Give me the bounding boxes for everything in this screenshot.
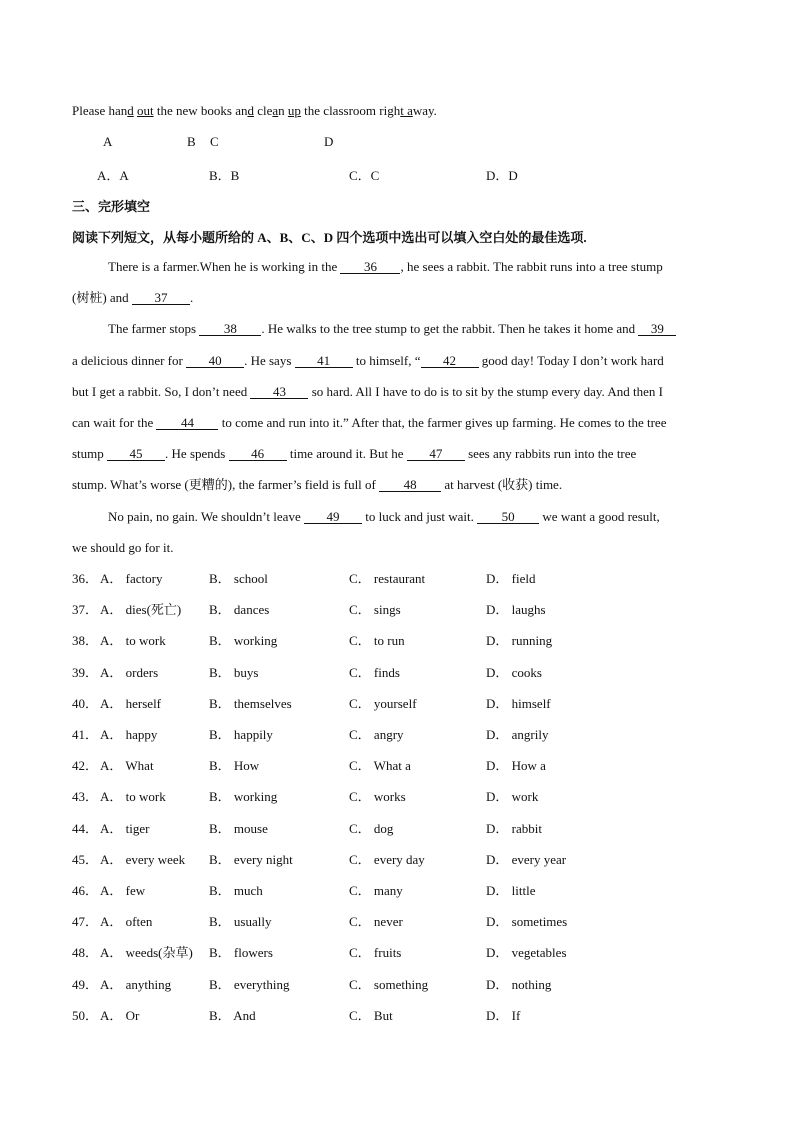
option-c[interactable]: C． every day bbox=[349, 852, 425, 867]
option-c[interactable]: C． many bbox=[349, 883, 403, 898]
blank-44[interactable]: 44 bbox=[156, 416, 218, 430]
option-d[interactable]: D． little bbox=[486, 883, 536, 898]
passage-text: . bbox=[189, 290, 194, 305]
question-40 bbox=[72, 696, 722, 712]
question-48 bbox=[72, 945, 722, 961]
text-span: way. bbox=[412, 103, 437, 118]
passage-line bbox=[72, 415, 666, 431]
option-a[interactable]: A． weeds(杂草) bbox=[100, 945, 193, 960]
option-b[interactable]: B． mouse bbox=[209, 821, 268, 836]
underlined-span: t a bbox=[400, 103, 413, 118]
passage-text: There is a farmer.When he is working in the bbox=[108, 259, 341, 274]
question-number: 40． bbox=[72, 696, 99, 711]
option-c[interactable]: C． yourself bbox=[349, 696, 417, 711]
question-number: 38． bbox=[72, 633, 99, 648]
marker-a: A bbox=[103, 134, 113, 149]
question-50 bbox=[72, 1008, 722, 1024]
question-number: 45． bbox=[72, 852, 99, 867]
option-c[interactable]: C． fruits bbox=[349, 945, 402, 960]
blank-41[interactable]: 41 bbox=[295, 354, 353, 368]
intro-option-d[interactable]: D．D bbox=[486, 168, 518, 183]
intro-sentence bbox=[72, 103, 437, 119]
text-span: Please han bbox=[72, 103, 128, 118]
option-b[interactable]: B． happily bbox=[209, 727, 273, 742]
marker-d: D bbox=[324, 134, 334, 149]
option-a[interactable]: A． Or bbox=[100, 1008, 140, 1023]
blank-42[interactable]: 42 bbox=[421, 354, 479, 368]
question-number: 37． bbox=[72, 602, 99, 617]
passage-line bbox=[72, 446, 636, 462]
option-d[interactable]: D． nothing bbox=[486, 977, 552, 992]
option-b[interactable]: B． How bbox=[209, 758, 260, 773]
passage-text: . He walks to the tree stump to get the rabbit. Then he takes it home and bbox=[261, 321, 639, 336]
passage-line bbox=[108, 509, 660, 525]
intro-option-b[interactable]: B．B bbox=[209, 168, 240, 183]
option-c[interactable]: C． something bbox=[349, 977, 429, 992]
option-a[interactable]: A． What bbox=[100, 758, 154, 773]
passage-text: The farmer stops bbox=[108, 321, 200, 336]
option-d[interactable]: D． How a bbox=[486, 758, 546, 773]
blank-45[interactable]: 45 bbox=[107, 447, 165, 461]
question-number: 43． bbox=[72, 789, 99, 804]
option-a[interactable]: A． to work bbox=[100, 789, 166, 804]
text-span: n bbox=[278, 103, 288, 118]
passage-text: stump bbox=[72, 446, 108, 461]
option-c[interactable]: C． sings bbox=[349, 602, 401, 617]
question-37 bbox=[72, 602, 722, 618]
passage-text: we want a good result, bbox=[539, 509, 660, 524]
passage-text: . He spends bbox=[165, 446, 229, 461]
option-b[interactable]: B． much bbox=[209, 883, 263, 898]
marker-c: C bbox=[210, 134, 219, 149]
option-d[interactable]: D． work bbox=[486, 789, 539, 804]
underlined-span: up bbox=[287, 103, 301, 118]
option-d[interactable]: D． every year bbox=[486, 852, 567, 867]
option-c[interactable]: C． works bbox=[349, 789, 406, 804]
option-a[interactable]: A． dies(死亡) bbox=[100, 602, 182, 617]
passage-text: so hard. All I have to do is to sit by the stump every day. And then I bbox=[308, 384, 663, 399]
section-heading: 三、完形填空 bbox=[72, 199, 151, 214]
question-42 bbox=[72, 758, 722, 774]
blank-36[interactable]: 36 bbox=[340, 260, 400, 274]
option-b[interactable]: B． usually bbox=[209, 914, 272, 929]
option-a[interactable]: A． few bbox=[100, 883, 146, 898]
option-a[interactable]: A． herself bbox=[100, 696, 162, 711]
underlined-span: out bbox=[136, 103, 154, 118]
blank-48[interactable]: 48 bbox=[379, 478, 441, 492]
option-d[interactable]: D． angrily bbox=[486, 727, 549, 742]
option-a[interactable]: A． happy bbox=[100, 727, 158, 742]
option-b[interactable]: B． dances bbox=[209, 602, 270, 617]
option-d[interactable]: D． If bbox=[486, 1008, 521, 1023]
text-span: cle bbox=[253, 103, 273, 118]
question-number: 41． bbox=[72, 727, 99, 742]
text-span: the classroom righ bbox=[300, 103, 401, 118]
option-a[interactable]: A． every week bbox=[100, 852, 186, 867]
passage-line bbox=[72, 477, 562, 493]
blank-38[interactable]: 38 bbox=[199, 322, 261, 336]
intro-option-a[interactable]: A．A bbox=[97, 168, 129, 183]
passage-text: No pain, no gain. We shouldn’t leave bbox=[108, 509, 304, 524]
option-c[interactable]: C． to run bbox=[349, 633, 405, 648]
passage-line bbox=[108, 259, 663, 275]
blank-37[interactable]: 37 bbox=[132, 291, 190, 305]
question-number: 50． bbox=[72, 1008, 99, 1023]
option-d[interactable]: D． cooks bbox=[486, 665, 542, 680]
option-c[interactable]: C． dog bbox=[349, 821, 394, 836]
option-b[interactable]: B． every night bbox=[209, 852, 293, 867]
text-span: the new books an bbox=[153, 103, 248, 118]
passage-line bbox=[72, 384, 663, 400]
question-number: 39． bbox=[72, 665, 99, 680]
option-b[interactable]: B． flowers bbox=[209, 945, 273, 960]
question-number: 46． bbox=[72, 883, 99, 898]
question-number: 48． bbox=[72, 945, 99, 960]
passage-text: to luck and just wait. bbox=[361, 509, 478, 524]
option-c[interactable]: C． finds bbox=[349, 665, 400, 680]
blank-49[interactable]: 49 bbox=[304, 510, 362, 524]
blank-43[interactable]: 43 bbox=[250, 385, 308, 399]
question-39 bbox=[72, 665, 722, 681]
question-47 bbox=[72, 914, 722, 930]
option-b[interactable]: B． themselves bbox=[209, 696, 292, 711]
blank-47[interactable]: 47 bbox=[407, 447, 465, 461]
passage-line bbox=[72, 290, 193, 306]
option-c[interactable]: C． restaurant bbox=[349, 571, 426, 586]
option-b[interactable]: B． buys bbox=[209, 665, 259, 680]
passage-text: to come and run into it.” After that, the farmer gives up farming. He comes to the tree bbox=[218, 415, 667, 430]
option-b[interactable]: B． school bbox=[209, 571, 268, 586]
passage-text: but I get a rabbit. So, I don’t need bbox=[72, 384, 251, 399]
question-46 bbox=[72, 883, 722, 899]
option-d[interactable]: D． sometimes bbox=[486, 914, 568, 929]
option-d[interactable]: D． vegetables bbox=[486, 945, 567, 960]
underlined-span: d bbox=[127, 103, 134, 118]
passage-text: (树桩) and bbox=[72, 290, 132, 305]
option-a[interactable]: A． orders bbox=[100, 665, 159, 680]
marker-b: B bbox=[187, 134, 196, 149]
option-b[interactable]: B． And bbox=[209, 1008, 256, 1023]
blank-50[interactable]: 50 bbox=[477, 510, 539, 524]
option-d[interactable]: D． himself bbox=[486, 696, 551, 711]
passage-line bbox=[72, 353, 664, 369]
option-c[interactable]: C． never bbox=[349, 914, 403, 929]
option-c[interactable]: C． What a bbox=[349, 758, 411, 773]
question-49 bbox=[72, 977, 722, 993]
option-a[interactable]: A． tiger bbox=[100, 821, 150, 836]
option-b[interactable]: B． everything bbox=[209, 977, 290, 992]
underlined-span: a bbox=[272, 103, 279, 118]
option-a[interactable]: A． to work bbox=[100, 633, 166, 648]
question-number: 49． bbox=[72, 977, 99, 992]
blank-40[interactable]: 40 bbox=[186, 354, 244, 368]
passage-text: , he sees a rabbit. The rabbit runs into a tree stump bbox=[400, 259, 663, 274]
passage-text: good day! Today I don’t work hard bbox=[478, 353, 664, 368]
question-44 bbox=[72, 821, 722, 837]
blank-39[interactable]: 39 bbox=[638, 322, 676, 336]
passage-text: . He says bbox=[244, 353, 295, 368]
passage-text: at harvest (收获) time. bbox=[441, 477, 563, 492]
question-number: 44． bbox=[72, 821, 99, 836]
blank-46[interactable]: 46 bbox=[229, 447, 287, 461]
option-b[interactable]: B． working bbox=[209, 789, 278, 804]
intro-option-c[interactable]: C．C bbox=[349, 168, 380, 183]
passage-text: stump. What’s worse (更糟的), the farmer’s field is full of bbox=[72, 477, 380, 492]
question-38 bbox=[72, 633, 722, 649]
passage-text: a delicious dinner for bbox=[72, 353, 187, 368]
passage-text: to himself, “ bbox=[352, 353, 421, 368]
option-d[interactable]: D． running bbox=[486, 633, 553, 648]
question-number: 47． bbox=[72, 914, 99, 929]
question-36 bbox=[72, 571, 722, 587]
option-a[interactable]: A． factory bbox=[100, 571, 163, 586]
question-41 bbox=[72, 727, 722, 743]
option-a[interactable]: A． anything bbox=[100, 977, 172, 992]
option-d[interactable]: D． laughs bbox=[486, 602, 546, 617]
option-a[interactable]: A． often bbox=[100, 914, 153, 929]
underlined-span: d bbox=[247, 103, 254, 118]
option-d[interactable]: D． rabbit bbox=[486, 821, 542, 836]
question-number: 42． bbox=[72, 758, 99, 773]
passage-text: we should go for it. bbox=[72, 540, 174, 555]
question-number: 36． bbox=[72, 571, 99, 586]
question-43 bbox=[72, 789, 722, 805]
section-instruction: 阅读下列短文，从每小题所给的 A、B、C、D 四个选项中选出可以填入空白处的最佳选项. bbox=[72, 230, 587, 245]
passage-text: time around it. But he bbox=[286, 446, 407, 461]
passage-text: sees any rabbits run into the tree bbox=[464, 446, 637, 461]
passage-text: can wait for the bbox=[72, 415, 157, 430]
passage-line bbox=[72, 540, 173, 556]
option-d[interactable]: D． field bbox=[486, 571, 536, 586]
passage-line bbox=[108, 321, 676, 337]
option-b[interactable]: B． working bbox=[209, 633, 278, 648]
option-c[interactable]: C． But bbox=[349, 1008, 393, 1023]
question-45 bbox=[72, 852, 722, 868]
option-c[interactable]: C． angry bbox=[349, 727, 404, 742]
